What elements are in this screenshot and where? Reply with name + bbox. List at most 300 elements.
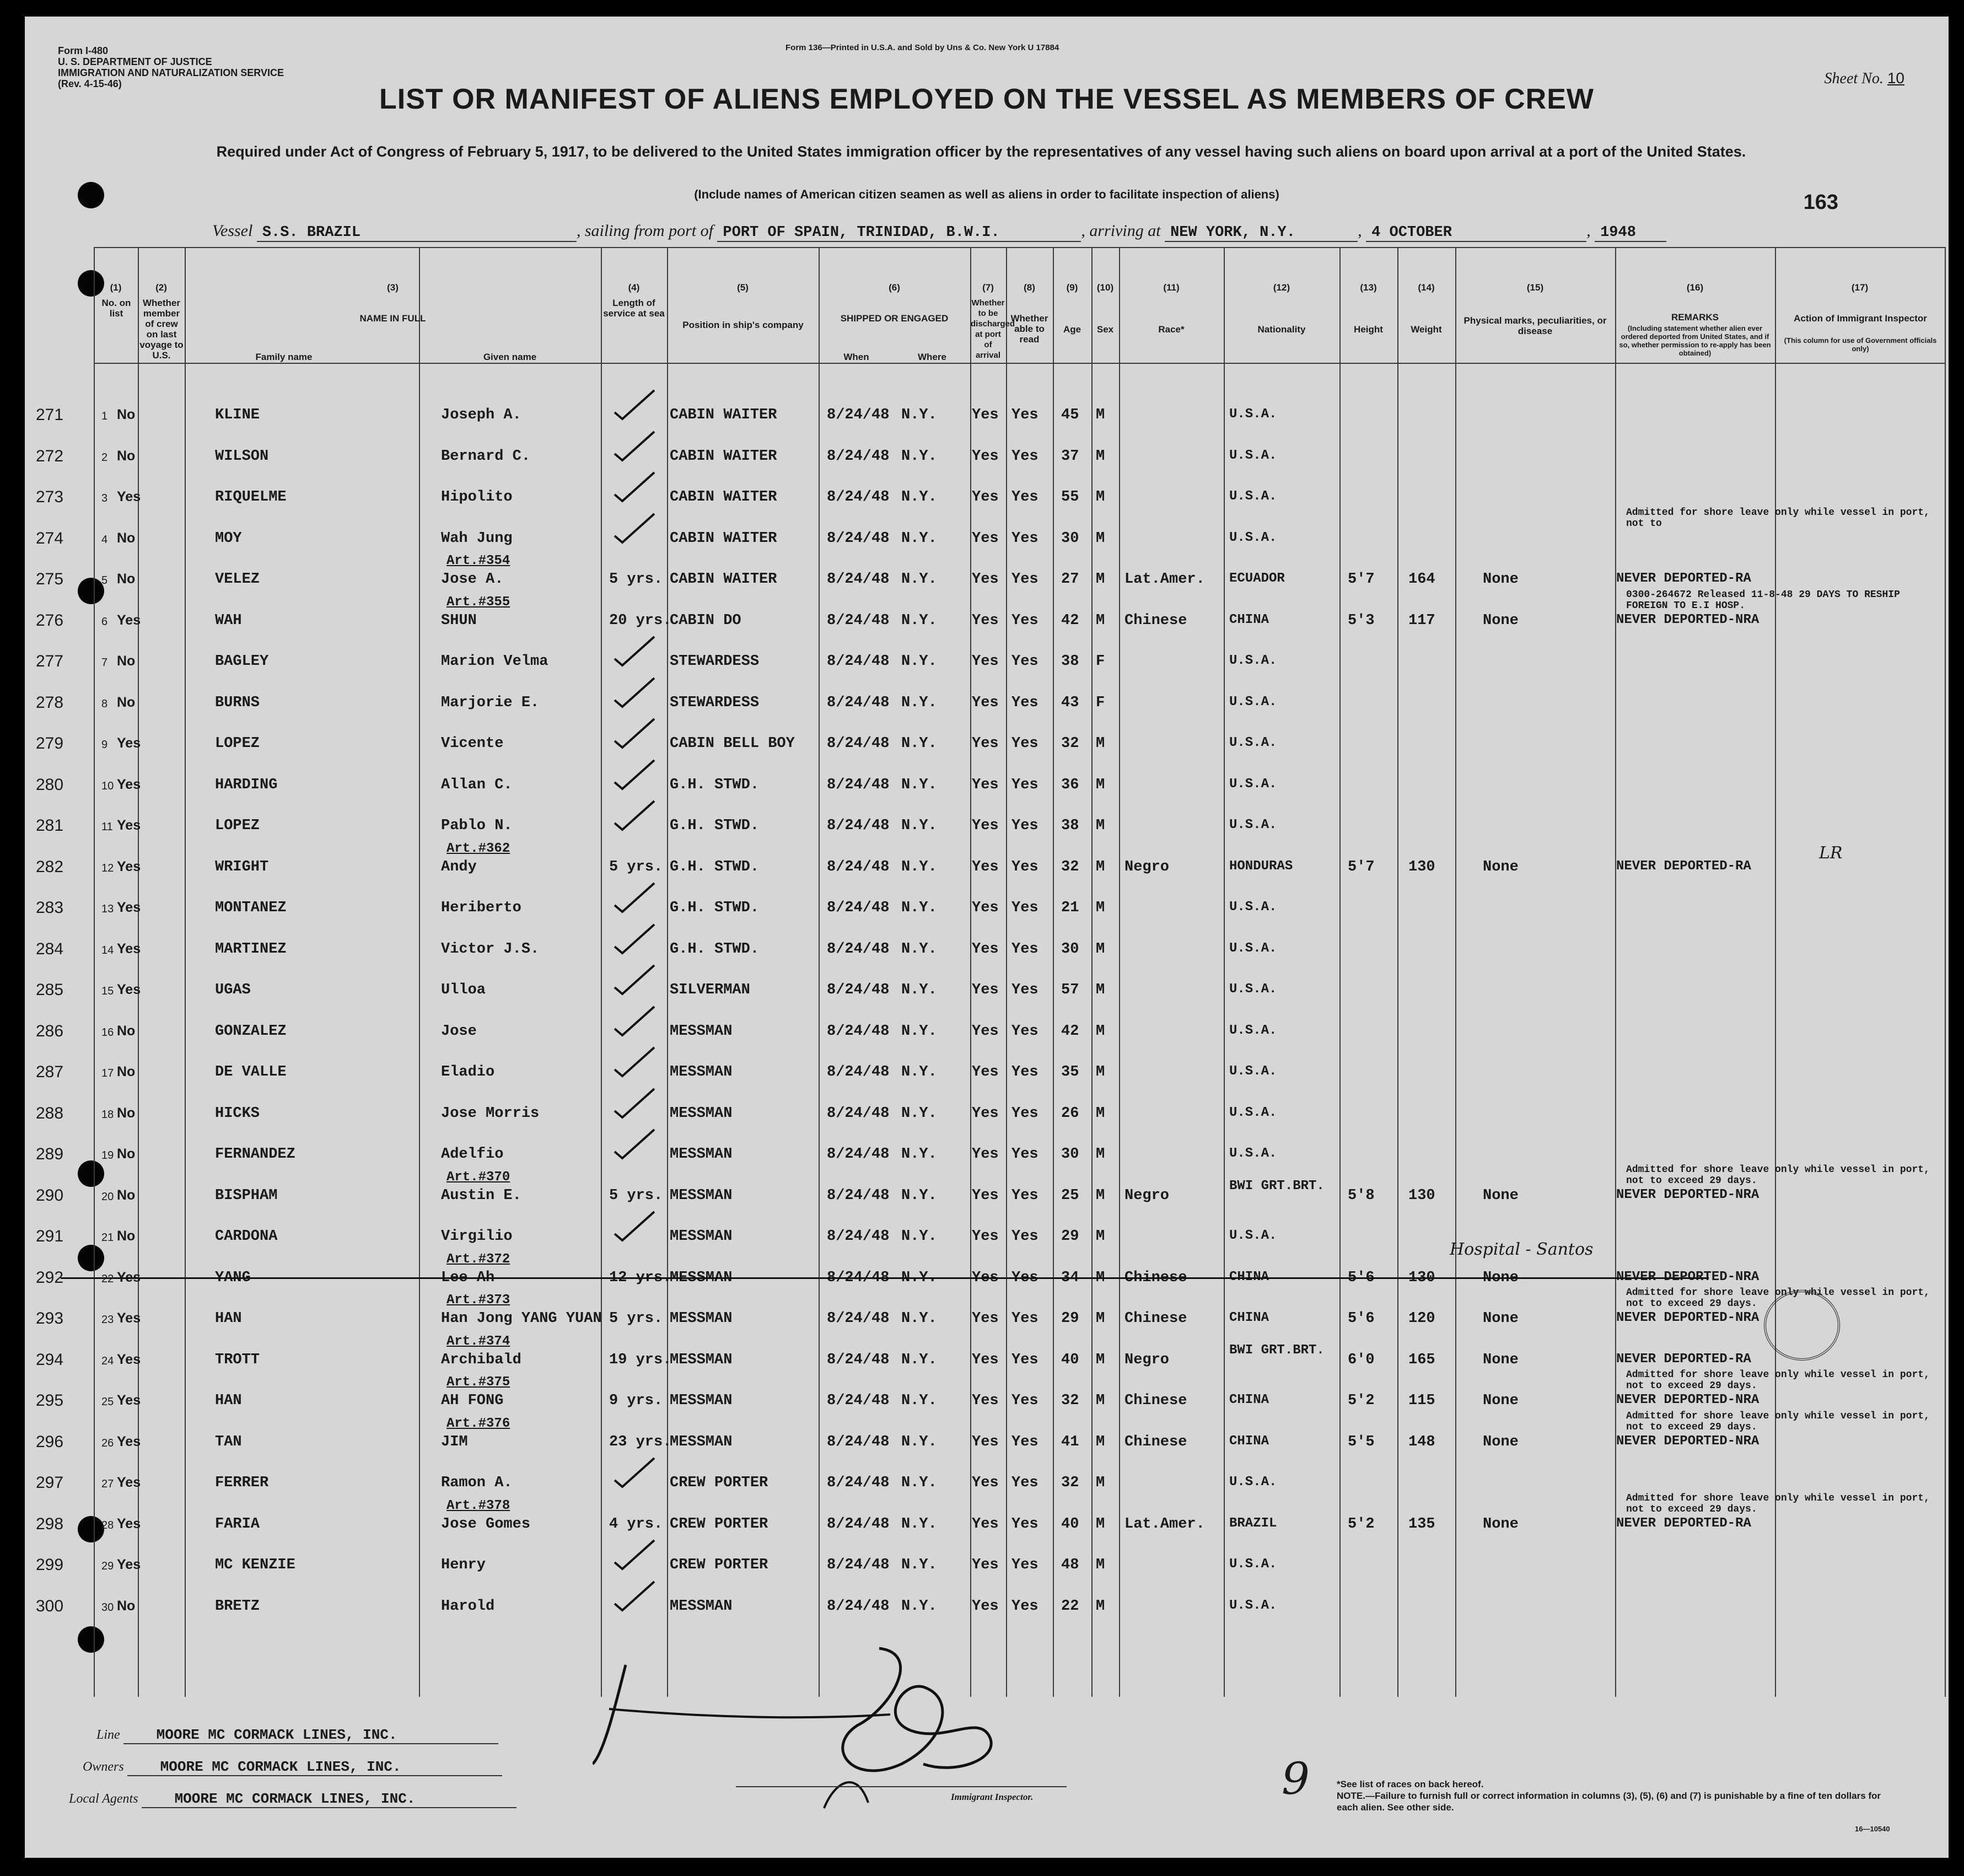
footer-owners: Owners MOORE MC CORMACK LINES, INC. (83, 1759, 502, 1776)
cell-race: Chinese (1124, 1269, 1187, 1286)
cell-prev: No (117, 1105, 136, 1121)
cell-read: Yes (1011, 1433, 1039, 1450)
cell-given: Marion Velma (441, 653, 548, 670)
table-row (36, 1012, 1946, 1053)
cell-when: 8/24/48 (827, 1105, 890, 1122)
check-mark-icon (609, 922, 659, 955)
cell-given: Adelfio (441, 1146, 504, 1163)
cell-nationality: U.S.A. (1229, 489, 1277, 504)
cell-sex: M (1096, 407, 1105, 423)
cell-remarks: NEVER DEPORTED-NRA (1616, 1393, 1759, 1407)
cell-height: 5'6 (1348, 1310, 1375, 1327)
cell-when: 8/24/48 (827, 982, 890, 998)
cell-no: 6 (101, 615, 108, 628)
table-row (36, 971, 1946, 1012)
department: U. S. DEPARTMENT OF JUSTICE (58, 56, 212, 67)
cell-prev: Yes (117, 1515, 141, 1531)
cell-nationality: BWI GRT.BRT. (1229, 1342, 1325, 1358)
line-number: 287 (36, 1063, 64, 1081)
cell-where: N.Y. (901, 1064, 937, 1081)
check-mark-icon (609, 635, 659, 668)
cell-when: 8/24/48 (827, 1228, 890, 1245)
cell-given: Virgilio (441, 1228, 513, 1245)
cell-age: 32 (1061, 858, 1079, 875)
cell-read: Yes (1011, 1515, 1039, 1533)
header-service: Length of service at sea (603, 298, 665, 319)
article-number: Art.#373 (446, 1293, 510, 1308)
cell-prev: No (117, 1064, 136, 1079)
cell-sex: M (1096, 1475, 1105, 1491)
cell-nationality: U.S.A. (1229, 653, 1277, 668)
cell-family: WILSON (215, 448, 269, 465)
cell-sex: M (1096, 1064, 1105, 1081)
check-mark-icon (609, 799, 659, 832)
line-number: 291 (36, 1227, 64, 1245)
cell-discharge: Yes (972, 653, 999, 670)
check-mark-icon (609, 963, 659, 996)
check-mark-icon (609, 1579, 659, 1612)
cell-height: 5'7 (1348, 571, 1375, 588)
cell-prev: Yes (117, 1433, 141, 1449)
cell-read: Yes (1011, 940, 1039, 958)
cell-read: Yes (1011, 489, 1039, 506)
footer-agents: Local Agents MOORE MC CORMACK LINES, INC. (69, 1791, 516, 1808)
cell-no: 3 (101, 492, 108, 504)
line-number: 281 (36, 816, 64, 835)
cell-discharge: Yes (972, 900, 999, 916)
cell-race: Chinese (1124, 612, 1187, 629)
cell-when: 8/24/48 (827, 1393, 890, 1409)
cell-discharge: Yes (972, 407, 999, 423)
cell-family: KLINE (215, 407, 260, 423)
table-row (36, 1546, 1946, 1587)
cell-given: Han Jong YANG YUAN (441, 1310, 602, 1327)
cell-read: Yes (1011, 1064, 1039, 1081)
cell-given: Andy (441, 858, 477, 875)
cell-age: 29 (1061, 1228, 1079, 1245)
header-name: NAME IN FULL (359, 313, 426, 324)
cell-prev: No (117, 694, 136, 710)
cell-no: 29 (101, 1560, 114, 1572)
cell-discharge: Yes (972, 1269, 999, 1286)
cell-age: 22 (1061, 1598, 1079, 1615)
cell-service: 5 yrs. (609, 571, 663, 588)
cell-height: 5'2 (1348, 1393, 1375, 1409)
cell-read: Yes (1011, 530, 1039, 547)
cell-weight: 120 (1408, 1310, 1435, 1327)
check-mark-icon (609, 1004, 659, 1038)
cell-where: N.Y. (901, 858, 937, 875)
table-row (36, 437, 1946, 478)
cell-where: N.Y. (901, 982, 937, 998)
cell-nationality: CHINA (1229, 1393, 1269, 1407)
cell-prev: Yes (117, 1475, 141, 1490)
cell-height: 5'2 (1348, 1515, 1375, 1533)
cell-where: N.Y. (901, 1351, 937, 1368)
line-number: 296 (36, 1432, 64, 1451)
article-number: Art.#372 (446, 1251, 510, 1267)
cell-age: 30 (1061, 1146, 1079, 1163)
cell-family: WRIGHT (215, 858, 269, 875)
cell-nationality: U.S.A. (1229, 1475, 1277, 1490)
cell-when: 8/24/48 (827, 612, 890, 629)
cell-read: Yes (1011, 982, 1039, 998)
cell-no: 18 (101, 1108, 114, 1121)
cell-discharge: Yes (972, 1475, 999, 1491)
cell-race: Lat.Amer. (1124, 571, 1205, 588)
cell-height: 5'8 (1348, 1187, 1375, 1204)
cell-position: MESSMAN (670, 1310, 733, 1327)
cell-position: CABIN WAITER (670, 530, 777, 547)
cell-discharge: Yes (972, 940, 999, 958)
cell-service: 5 yrs. (609, 1187, 663, 1204)
cell-race: Lat.Amer. (1124, 1515, 1205, 1533)
cell-sex: M (1096, 818, 1105, 834)
table-row (36, 841, 1946, 889)
binder-hole (78, 182, 104, 208)
cell-when: 8/24/48 (827, 900, 890, 916)
cell-marks: None (1483, 1393, 1519, 1409)
cell-marks: None (1483, 1187, 1519, 1204)
check-mark-icon (609, 1045, 659, 1078)
cell-where: N.Y. (901, 407, 937, 423)
table-row (36, 642, 1946, 683)
cell-no: 5 (101, 574, 108, 587)
cell-nationality: U.S.A. (1229, 530, 1277, 545)
cell-nationality: U.S.A. (1229, 694, 1277, 709)
cell-no: 1 (101, 410, 108, 422)
strike-through-line (61, 1277, 1709, 1279)
cell-when: 8/24/48 (827, 1351, 890, 1368)
cell-family: HAN (215, 1393, 242, 1409)
cell-nationality: U.S.A. (1229, 900, 1277, 915)
header-read: Whether able to read (1010, 313, 1048, 345)
cell-family: TROTT (215, 1351, 260, 1368)
cell-age: 48 (1061, 1557, 1079, 1573)
cell-where: N.Y. (901, 1269, 937, 1286)
cell-weight: 130 (1408, 1269, 1435, 1286)
cell-where: N.Y. (901, 776, 937, 793)
cell-age: 32 (1061, 735, 1079, 752)
cell-family: MARTINEZ (215, 940, 287, 958)
cell-given: Ramon A. (441, 1475, 513, 1491)
cell-read: Yes (1011, 1228, 1039, 1245)
row-annotation: LR (1819, 843, 1843, 863)
row-annotation: Admitted for shore leave only while vessel in port, not to exceed 29 days. (1626, 1410, 1930, 1433)
table-row (36, 1587, 1946, 1628)
cell-sex: M (1096, 1433, 1105, 1450)
cell-when: 8/24/48 (827, 858, 890, 875)
cell-remarks: NEVER DEPORTED-RA (1616, 1351, 1751, 1367)
cell-sex: M (1096, 900, 1105, 916)
cell-discharge: Yes (972, 1351, 999, 1368)
cell-when: 8/24/48 (827, 530, 890, 547)
line-number: 292 (36, 1268, 64, 1287)
cell-nationality: U.S.A. (1229, 1146, 1277, 1161)
cell-read: Yes (1011, 1310, 1039, 1327)
cell-discharge: Yes (972, 1228, 999, 1245)
cell-nationality: HONDURAS (1229, 858, 1293, 874)
cell-given: SHUN (441, 612, 477, 629)
cell-when: 8/24/48 (827, 653, 890, 670)
cell-nationality: U.S.A. (1229, 940, 1277, 956)
line-number: 280 (36, 775, 64, 794)
cell-discharge: Yes (972, 612, 999, 629)
cell-sex: M (1096, 1187, 1105, 1204)
cell-read: Yes (1011, 1557, 1039, 1573)
cell-given: Jose Morris (441, 1105, 540, 1122)
header-family-name: Family name (255, 352, 313, 362)
cell-family: BURNS (215, 694, 260, 711)
cell-nationality: CHINA (1229, 1433, 1269, 1449)
cell-position: CABIN WAITER (670, 448, 777, 465)
cell-nationality: U.S.A. (1229, 1105, 1277, 1120)
line-number: 300 (36, 1597, 64, 1615)
cell-no: 17 (101, 1067, 114, 1079)
cell-marks: None (1483, 1433, 1519, 1450)
header-remarks-sub: (Including statement whether alien ever ordered deported from United States, and if so, whether permission to re-apply has been obtained) (1619, 324, 1771, 357)
cell-age: 34 (1061, 1269, 1079, 1286)
cell-prev: Yes (117, 900, 141, 915)
cell-height: 5'3 (1348, 612, 1375, 629)
cell-given: Bernard C. (441, 448, 531, 465)
cell-marks: None (1483, 571, 1519, 588)
cell-family: MONTANEZ (215, 900, 287, 916)
header-inspector: Action of Immigrant Inspector (1794, 313, 1927, 324)
cell-age: 30 (1061, 940, 1079, 958)
cell-position: CABIN BELL BOY (670, 735, 795, 752)
table-row (36, 807, 1946, 847)
cell-no: 26 (101, 1437, 114, 1449)
cell-read: Yes (1011, 858, 1039, 875)
cell-discharge: Yes (972, 818, 999, 834)
line-number: 286 (36, 1022, 64, 1040)
cell-height: 5'6 (1348, 1269, 1375, 1286)
cell-read: Yes (1011, 653, 1039, 670)
article-number: Art.#355 (446, 594, 510, 610)
cell-when: 8/24/48 (827, 407, 890, 423)
check-mark-icon (609, 429, 659, 463)
article-number: Art.#354 (446, 553, 510, 568)
cell-sex: M (1096, 1351, 1105, 1368)
cell-race: Negro (1124, 1351, 1170, 1368)
header-height: Height (1354, 324, 1383, 335)
cell-family: MOY (215, 530, 242, 547)
cell-no: 30 (101, 1601, 114, 1614)
page-number: 163 (1803, 191, 1838, 214)
cell-position: G.H. STWD. (670, 776, 760, 793)
form-number: Form I-480 (58, 45, 109, 56)
cell-discharge: Yes (972, 530, 999, 547)
cell-age: 35 (1061, 1064, 1079, 1081)
revision: (Rev. 4-15-46) (58, 78, 122, 89)
cell-age: 42 (1061, 612, 1079, 629)
header-last-voyage: Whether member of crew on last voyage to U.S. (139, 298, 184, 361)
cell-nationality: CHINA (1229, 1310, 1269, 1325)
cell-family: MC KENZIE (215, 1557, 295, 1573)
header-sex: Sex (1096, 324, 1114, 335)
cell-sex: M (1096, 940, 1105, 958)
footer-line: Line MOORE MC CORMACK LINES, INC. (96, 1727, 498, 1744)
line-number: 298 (36, 1514, 64, 1533)
cell-discharge: Yes (972, 735, 999, 752)
cell-where: N.Y. (901, 571, 937, 588)
cell-family: BRETZ (215, 1598, 260, 1615)
cell-age: 36 (1061, 776, 1079, 793)
line-number: 284 (36, 939, 64, 958)
cell-remarks: NEVER DEPORTED-NRA (1616, 1269, 1759, 1284)
cell-family: FERRER (215, 1475, 269, 1491)
cell-weight: 135 (1408, 1515, 1435, 1533)
cell-no: 21 (101, 1232, 114, 1244)
cell-given: Lee Ah (441, 1269, 495, 1286)
cell-given: Jose A. (441, 571, 504, 588)
footer-notes: *See list of races on back hereof. NOTE.—Failure to furnish full or correct information in columns (3), (5), (6) and (7) is punishable by a fine of ten dollars for each alien. See other side. (1337, 1779, 1881, 1813)
cell-prev: No (117, 530, 136, 546)
cell-when: 8/24/48 (827, 735, 890, 752)
line-number: 278 (36, 693, 64, 712)
service: IMMIGRATION AND NATURALIZATION SERVICE (58, 67, 284, 78)
cell-age: 29 (1061, 1310, 1079, 1327)
cell-marks: None (1483, 612, 1519, 629)
cell-discharge: Yes (972, 489, 999, 506)
cell-discharge: Yes (972, 1146, 999, 1163)
cell-sex: M (1096, 776, 1105, 793)
arrival-port: NEW YORK, N.Y. (1165, 224, 1358, 242)
table-row (36, 724, 1946, 765)
cell-family: YANG (215, 1269, 251, 1286)
header-nationality: Nationality (1257, 324, 1306, 335)
cell-age: 40 (1061, 1351, 1079, 1368)
header-age: Age (1063, 324, 1081, 335)
cell-where: N.Y. (901, 1228, 937, 1245)
cell-nationality: U.S.A. (1229, 1064, 1277, 1079)
cell-service: 9 yrs. (609, 1393, 663, 1409)
cell-when: 8/24/48 (827, 489, 890, 506)
article-number: Art.#376 (446, 1416, 510, 1431)
cell-family: BAGLEY (215, 653, 269, 670)
line-number: 277 (36, 652, 64, 670)
cell-position: MESSMAN (670, 1269, 733, 1286)
cell-when: 8/24/48 (827, 1023, 890, 1040)
header-where: Where (918, 352, 946, 362)
cell-when: 8/24/48 (827, 694, 890, 711)
cell-discharge: Yes (972, 1433, 999, 1450)
cell-height: 5'7 (1348, 858, 1375, 875)
cell-when: 8/24/48 (827, 1433, 890, 1450)
article-number: Art.#378 (446, 1498, 510, 1513)
cell-position: MESSMAN (670, 1228, 733, 1245)
cell-no: 12 (101, 862, 114, 874)
cell-given: Allan C. (441, 776, 513, 793)
cell-where: N.Y. (901, 900, 937, 916)
cell-when: 8/24/48 (827, 818, 890, 834)
cell-sex: M (1096, 1228, 1105, 1245)
row-annotation: Admitted for shore leave only while vessel in port, not to (1626, 507, 1930, 529)
cell-prev: Yes (117, 1557, 141, 1572)
cell-prev: No (117, 448, 136, 464)
cell-sex: M (1096, 448, 1105, 465)
cell-given: Marjorie E. (441, 694, 540, 711)
cell-age: 42 (1061, 1023, 1079, 1040)
cell-given: Jose (441, 1023, 477, 1040)
cell-family: TAN (215, 1433, 242, 1450)
cell-position: CABIN WAITER (670, 407, 777, 423)
header-weight: Weight (1411, 324, 1442, 335)
cell-family: HICKS (215, 1105, 260, 1122)
cell-position: CABIN WAITER (670, 571, 777, 588)
table-row (36, 1164, 1946, 1217)
cell-remarks: NEVER DEPORTED-NRA (1616, 1310, 1759, 1325)
cell-when: 8/24/48 (827, 1598, 890, 1615)
vessel-line: Vessel S.S. BRAZIL , sailing from port of PORT OF SPAIN, TRINIDAD, B.W.I. , arriving at NEW YORK, N.Y. , 4 OCTOBER , 1948 (212, 222, 1666, 242)
header-race: Race* (1158, 324, 1185, 335)
cell-discharge: Yes (972, 694, 999, 711)
cell-family: HARDING (215, 776, 278, 793)
cell-position: MESSMAN (670, 1146, 733, 1163)
header-when: When (843, 352, 869, 362)
cell-read: Yes (1011, 818, 1039, 834)
cell-position: CREW PORTER (670, 1475, 768, 1491)
check-mark-icon (609, 1456, 659, 1489)
row-annotation: Admitted for shore leave only while vessel in port, not to exceed 29 days. (1626, 1492, 1930, 1515)
cell-where: N.Y. (901, 1433, 937, 1450)
cell-prev: No (117, 407, 136, 422)
cell-read: Yes (1011, 1393, 1039, 1409)
cell-when: 8/24/48 (827, 776, 890, 793)
cell-family: FERNANDEZ (215, 1146, 295, 1163)
cell-marks: None (1483, 1351, 1519, 1368)
cell-where: N.Y. (901, 694, 937, 711)
cell-no: 19 (101, 1149, 114, 1162)
cell-remarks: NEVER DEPORTED-RA (1616, 571, 1751, 586)
cell-prev: No (117, 1187, 136, 1203)
arrival-year: 1948 (1595, 224, 1666, 242)
table-row (36, 396, 1946, 437)
cell-no: 4 (101, 533, 108, 546)
cell-prev: No (117, 571, 136, 587)
cell-age: 32 (1061, 1393, 1079, 1409)
cell-prev: Yes (117, 1351, 141, 1367)
cell-position: MESSMAN (670, 1598, 733, 1615)
cell-weight: 165 (1408, 1351, 1435, 1368)
cell-sex: M (1096, 735, 1105, 752)
table-row (36, 1287, 1946, 1340)
cell-when: 8/24/48 (827, 1187, 890, 1204)
cell-given: Jose Gomes (441, 1515, 531, 1533)
cell-sex: F (1096, 694, 1105, 711)
cell-discharge: Yes (972, 1515, 999, 1533)
cell-position: MESSMAN (670, 1105, 733, 1122)
inspector-label: Immigrant Inspector. (951, 1792, 1034, 1802)
cell-discharge: Yes (972, 982, 999, 998)
cell-read: Yes (1011, 776, 1039, 793)
cell-position: G.H. STWD. (670, 900, 760, 916)
cell-where: N.Y. (901, 489, 937, 506)
cell-given: Joseph A. (441, 407, 521, 423)
cell-age: 38 (1061, 818, 1079, 834)
cell-where: N.Y. (901, 1515, 937, 1533)
check-mark-icon (609, 717, 659, 750)
check-mark-icon (609, 1538, 659, 1571)
cell-race: Chinese (1124, 1310, 1187, 1327)
line-number: 294 (36, 1350, 64, 1369)
cell-where: N.Y. (901, 940, 937, 958)
cell-age: 43 (1061, 694, 1079, 711)
line-number: 276 (36, 611, 64, 630)
line-number: 295 (36, 1391, 64, 1410)
cell-given: AH FONG (441, 1393, 504, 1409)
